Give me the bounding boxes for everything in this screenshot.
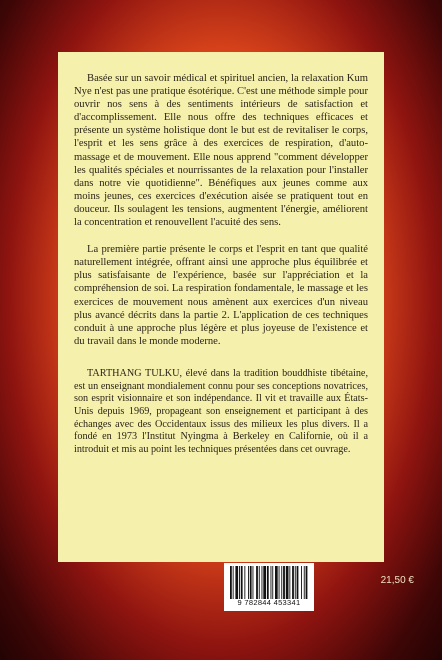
text-panel bbox=[58, 52, 384, 562]
barcode-bars-icon bbox=[228, 566, 310, 599]
description-paragraph-2: La première partie présente le corps et l'esprit en tant que qualité naturellement intégrée, offrant ainsi une approche plus équilibrée et plus satisfaisante de l'expérience, basée sur l'appréciation et la compréhension de soi. La respiration fondamentale, le massage et les exercices de mouvement nous amènent aux exercices d'un niveau plus avancé décrits dans la partie 2. L'application de ces techniques conduit à une approche plus légère et plus joyeuse de l'existence et du travail dans le monde moderne. bbox=[74, 244, 368, 347]
barcode-number: 9 782844 453341 bbox=[237, 598, 301, 607]
author-biography-paragraph: TARTHANG TULKU, élevé dans la tradition bouddhiste tibétaine, est un enseignant mondialement connu pour ses conceptions novatrices, son esprit visionnaire et son indépendance. Il vit et travaille aux États-Unis depuis 1969, propageant son enseignement et participant à des échanges avec des Occidentaux issus des milieux les plus divers. Il a fondé en 1973 l'Institut Nyingma à Berkeley en Californie, où il a introduit et mis au point les techniques présentées dans cet ouvrage. bbox=[74, 367, 368, 456]
price-label: 21,50 € bbox=[380, 575, 414, 586]
description-paragraph-1: Basée sur un savoir médical et spirituel ancien, la relaxation Kum Nye n'est pas une pratique ésotérique. C'est une méthode simple pour ouvrir nos sens à des sentiments intérieurs de satisfaction et d'accomplissement. Elle nous offre des techniques efficaces et présente un système holistique dont le but est de revitaliser le corps, l'esprit et les sens grâce à des exercices de respiration, d'auto-massage et de mouvement. Elle nous apprend "comment développer les qualités spéciales et nourrissantes de la relaxation pour l'installer dans notre vie quotidienne". Bénéfiques aux jeunes comme aux moins jeunes, ces exercices d'exécution aisée se pratiquent tout en douceur. Ils soulagent les tensions, augmentent l'énergie, améliorent la concentration et renouvellent l'acuité des sens. bbox=[74, 73, 368, 229]
barcode bbox=[224, 563, 314, 611]
